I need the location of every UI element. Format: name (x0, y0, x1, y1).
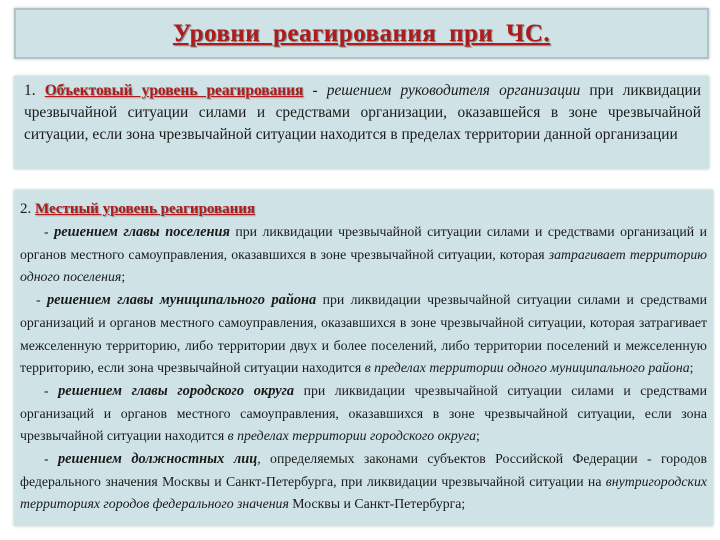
section-1-paragraph (24, 80, 701, 146)
city-district-paragraph (20, 380, 707, 448)
punct: ; (121, 269, 126, 285)
city-district-italic: в пределах территории городского округа (227, 428, 477, 444)
section-2-number: 2. (20, 201, 32, 217)
city-district-text: при ликвидации чрезвычайной ситуации силами и средствами организаций и органов местного самоуправления, оказавшихся в зоне чрезвычайной ситуации, если зона чрезвычайной ситуации находится (20, 382, 708, 444)
settlement-paragraph (20, 221, 707, 289)
dash: - (36, 292, 47, 308)
district-text: при ликвидации чрезвычайной ситуации силами и средствами организаций и органов местного самоуправления, оказавшихся в зоне чрезвычайной ситуации, которая затрагивает межселенную территорию, либо территории двух и более поселений, либо территории поселений и межселенную территорию, если зона чрезвычайной ситуации находится (20, 292, 707, 376)
section-local-level (14, 190, 713, 526)
dash: - (44, 451, 58, 467)
section-object-level (14, 76, 709, 169)
district-lead: решением главы муниципального района (46, 292, 317, 309)
officials-paragraph (20, 448, 707, 516)
page-title: Уровни реагирования при ЧС. (172, 19, 551, 47)
punct: Москвы и Санкт-Петербурга; (288, 496, 466, 512)
district-italic: в пределах территории одного муниципального района (364, 360, 690, 376)
settlement-lead: решением главы поселения (54, 224, 230, 240)
officials-italic: внутригородских территориях городов федерального значения (20, 473, 707, 512)
punct: ; (476, 428, 480, 444)
city-district-lead: решением главы городского округа (58, 382, 295, 399)
section-1-number: 1. (24, 82, 36, 99)
officials-lead: решением должностных лиц (57, 451, 258, 468)
officials-text: , определяемых законами субъектов Российской Федерации - городов федерального значения Москвы и Санкт-Петербурга, при ликвидации чрезвычайной ситуации на (20, 451, 708, 489)
settlement-italic: затрагивает территорию одного поселения (20, 246, 707, 285)
punct: ; (689, 360, 694, 376)
section-2-header (20, 199, 707, 219)
dash: - (44, 382, 59, 398)
section-1-dash: - (303, 82, 327, 99)
title-banner (14, 8, 709, 59)
section-2-heading: Местный уровень реагирования (35, 201, 256, 217)
settlement-text: при ликвидации чрезвычайной ситуации силами и средствами организаций и органов местного самоуправления, оказавшихся в зоне чрезвычайной ситуации, которая (20, 224, 707, 262)
section-1-heading: Объектовый уровень реагирования (44, 82, 304, 99)
dash: - (44, 224, 55, 239)
section-1-text: при ликвидации чрезвычайной ситуации силами и средствами организации, оказавшейся в зоне чрезвычайной ситуации, если зона чрезвычайной ситуации находится в пределах территории данной организации (24, 82, 701, 143)
district-paragraph (20, 289, 707, 380)
section-1-italic: решением руководителя организации (326, 82, 581, 99)
